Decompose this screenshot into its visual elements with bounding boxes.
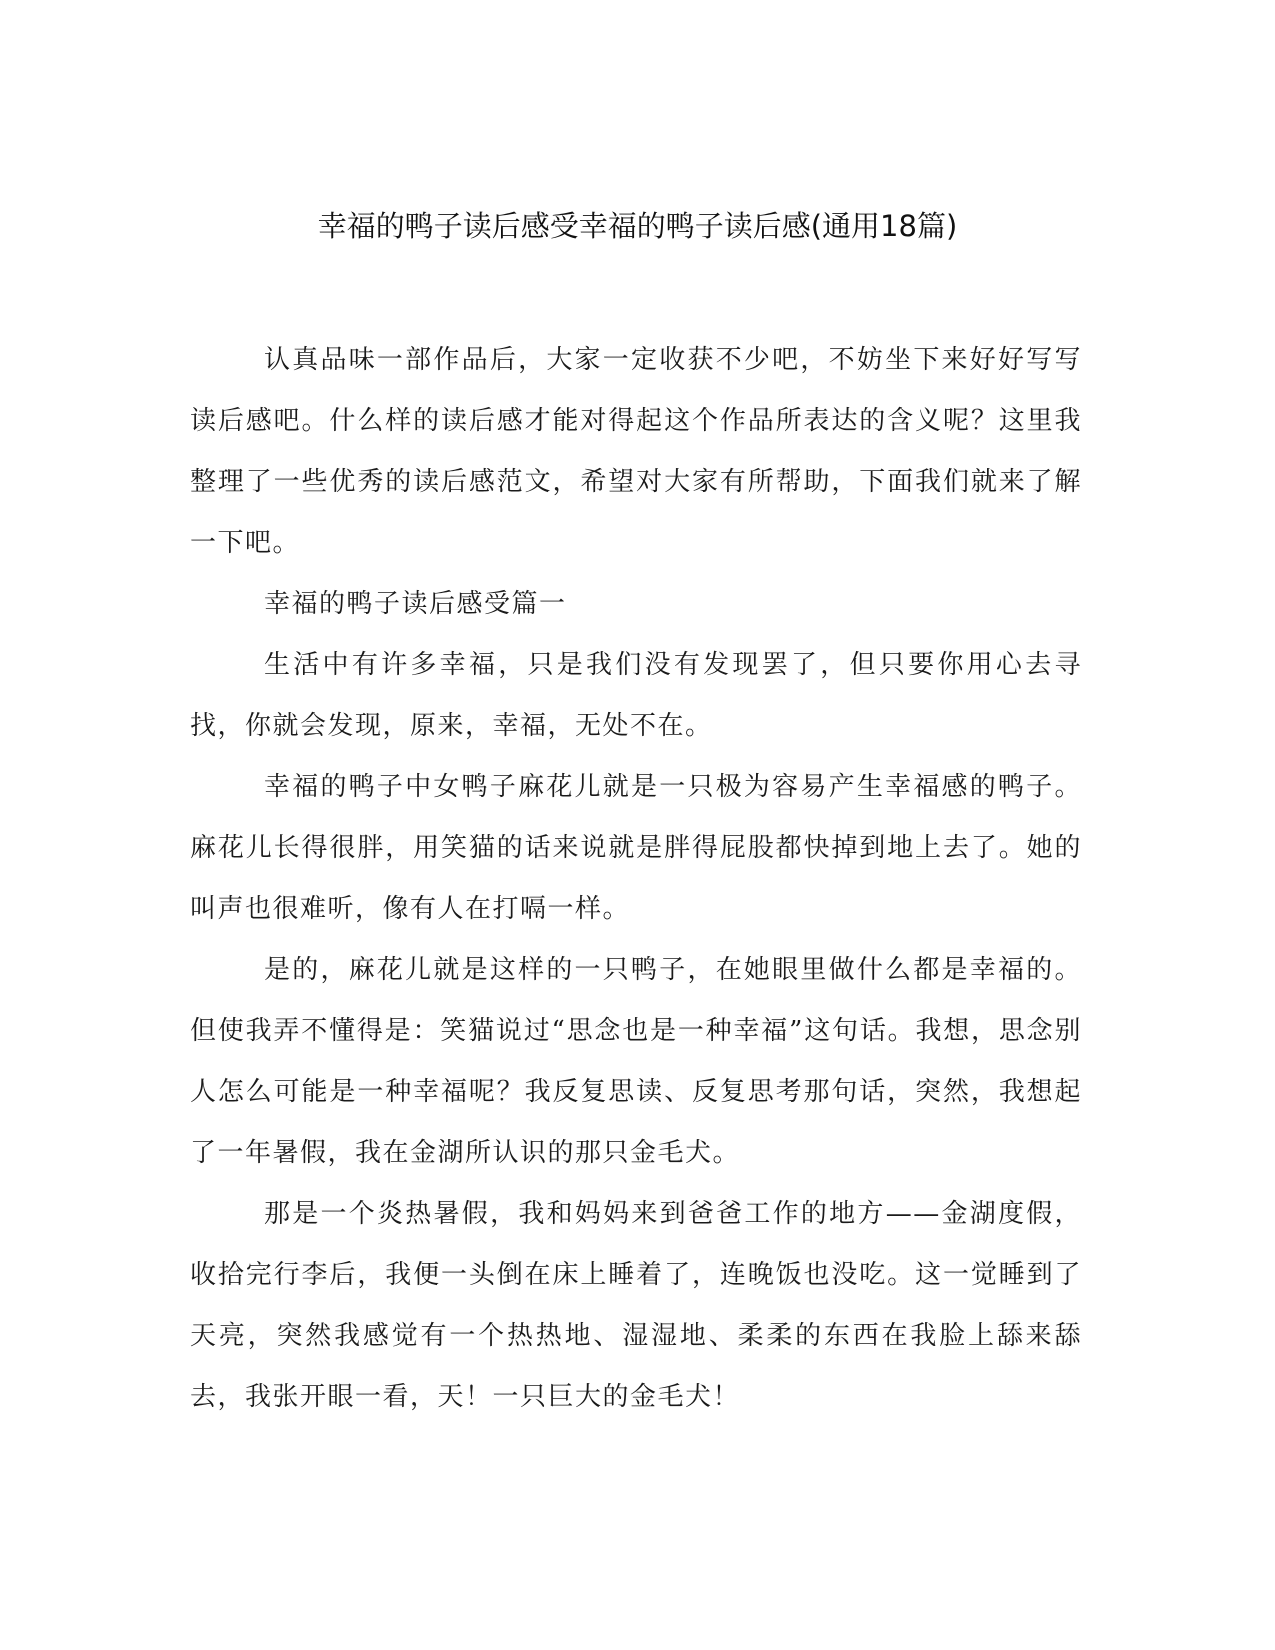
document-body bbox=[190, 330, 1082, 1428]
paragraph: 幸福的鸭子中女鸭子麻花儿就是一只极为容易产生幸福感的鸭子。麻花儿长得很胖，用笑猫的话来说就是胖得屁股都快掉到地上去了。她的叫声也很难听，像有人在打嗝一样。 bbox=[190, 772, 1082, 924]
paragraph: 是的，麻花儿就是这样的一只鸭子，在她眼里做什么都是幸福的。但使我弄不懂得是：笑猫说过“思念也是一种幸福”这句话。我想，思念别人怎么可能是一种幸福呢？我反复思读、反复思考那句话，突然，我想起了一年暑假，我在金湖所认识的那只金毛犬。 bbox=[190, 955, 1082, 1168]
document-title: 幸福的鸭子读后感受幸福的鸭子读后感(通用18篇) bbox=[317, 209, 958, 243]
section-heading: 幸福的鸭子读后感受篇一 bbox=[264, 589, 567, 619]
paragraph: 生活中有许多幸福，只是我们没有发现罢了，但只要你用心去寻找，你就会发现，原来，幸福，无处不在。 bbox=[190, 650, 1082, 741]
paragraph: 那是一个炎热暑假，我和妈妈来到爸爸工作的地方——金湖度假，收拾完行李后，我便一头倒在床上睡着了，连晚饭也没吃。这一觉睡到了天亮，突然我感觉有一个热热地、湿湿地、柔柔的东西在我脸上舔来舔去，我张开眼一看，天！一只巨大的金毛犬！ bbox=[190, 1199, 1082, 1412]
paragraph-intro: 认真品味一部作品后，大家一定收获不少吧，不妨坐下来好好写写读后感吧。什么样的读后感才能对得起这个作品所表达的含义呢？这里我整理了一些优秀的读后感范文，希望对大家有所帮助，下面我们就来了解一下吧。 bbox=[190, 345, 1082, 558]
